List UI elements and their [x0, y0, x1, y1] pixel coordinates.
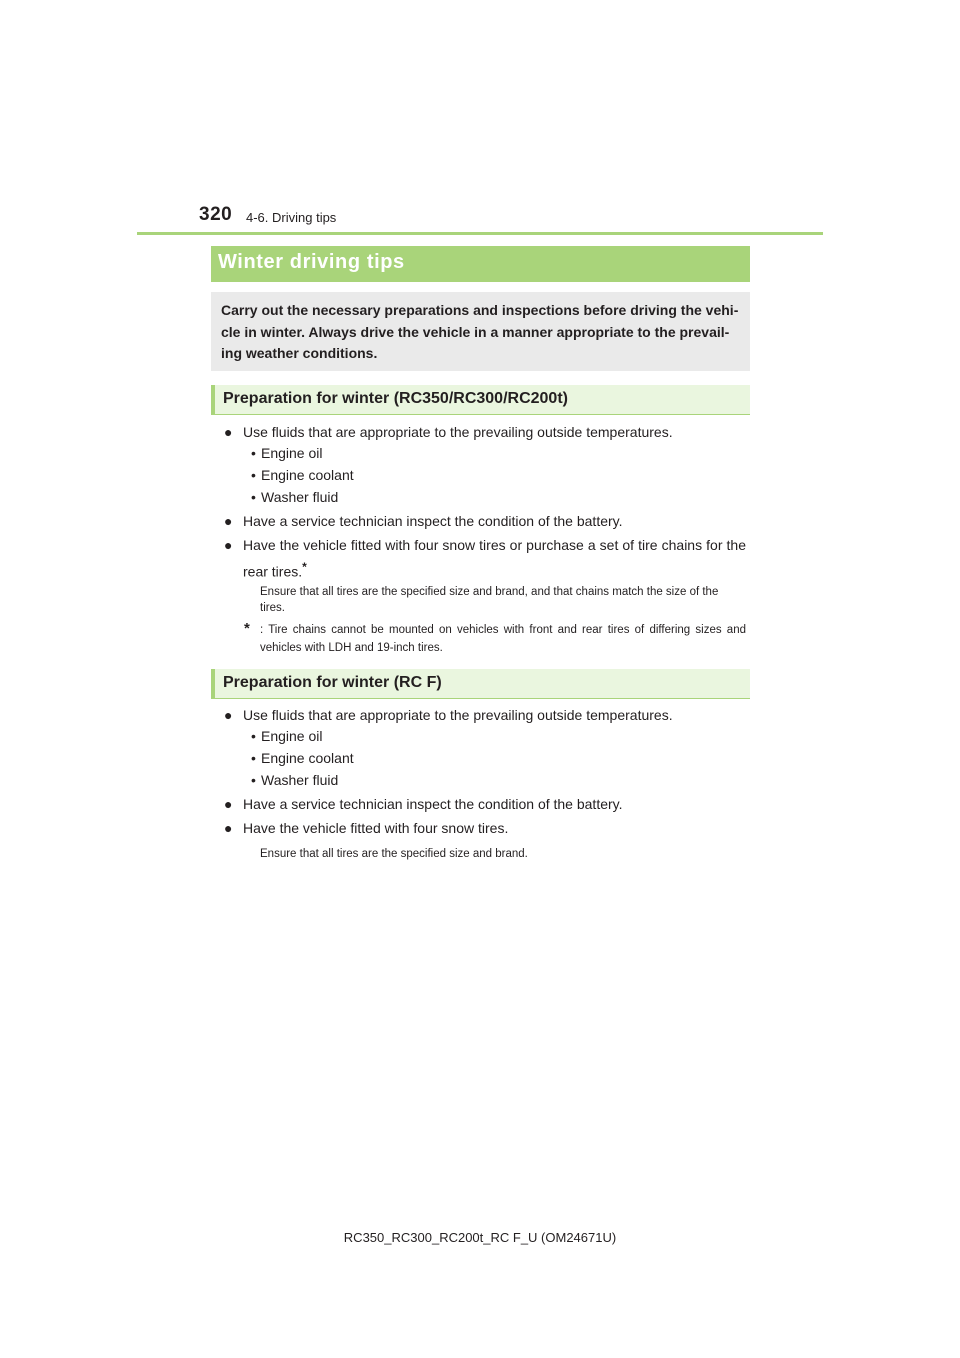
intro-text: Carry out the necessary preparations and inspections before driving the vehi-cle in winter. Always drive the vehicle in a manner appropriate to the prevail-ing weather conditions. [221, 302, 739, 361]
sub-bullet-icon: • [251, 489, 256, 505]
bullet-icon: ● [224, 796, 233, 812]
bullet-text: Use fluids that are appropriate to the prevailing outside temperatures. [243, 424, 673, 440]
sub-bullet-icon: • [251, 750, 256, 766]
sub-item-engine-coolant [251, 750, 354, 766]
note-tire-chains: Ensure that all tires are the specified size and brand, and that chains match the size of the tires. [260, 586, 719, 614]
title-bar [211, 246, 750, 282]
bullet-text: Have a service technician inspect the condition of the battery. [243, 796, 623, 812]
subheading-accent [211, 385, 215, 415]
sub-bullet-icon: • [251, 467, 256, 483]
bullet-icon: ● [224, 537, 233, 553]
bullet-tires-rcf [224, 818, 746, 840]
footnote-mark: * [302, 559, 307, 574]
bullet-text: Have a service technician inspect the condition of the battery. [243, 513, 623, 529]
bullet-icon: ● [224, 513, 233, 529]
bullet-text: Have the vehicle fitted with four snow tires. [243, 820, 509, 836]
bullet-text: Use fluids that are appropriate to the prevailing outside temperatures. [243, 707, 673, 723]
bullet-battery-rcf [224, 794, 746, 816]
footnote [244, 620, 746, 657]
bullet-fluids [224, 422, 746, 444]
footnote-star: * [244, 620, 250, 637]
bullet-fluids-rcf [224, 705, 746, 727]
bullet-battery [224, 511, 746, 533]
subheading-accent [211, 669, 215, 699]
sub-item-text: Engine oil [261, 728, 323, 744]
bullet-text: Have the vehicle fitted with four snow tires or purchase a set of tire chains for the rear tires. [243, 537, 746, 580]
note-snow-tires: Ensure that all tires are the specified size and brand. [260, 848, 528, 860]
subheading-bar-rc350 [211, 385, 750, 415]
bullet-icon: ● [224, 424, 233, 440]
footer-model-code: RC350_RC300_RC200t_RC F_U (OM24671U) [343, 1230, 617, 1245]
sub-item-engine-oil [251, 445, 323, 461]
subheading-bar-rcf [211, 669, 750, 699]
intro-box [211, 292, 750, 371]
sub-bullet-icon: • [251, 772, 256, 788]
sub-item-engine-oil [251, 728, 323, 744]
sub-item-washer-fluid [251, 772, 338, 788]
bullet-icon: ● [224, 707, 233, 723]
sub-bullet-icon: • [251, 728, 256, 744]
sub-item-engine-coolant [251, 467, 354, 483]
section-label: 4-6. Driving tips [246, 210, 337, 225]
sub-item-washer-fluid [251, 489, 338, 505]
sub-item-text: Washer fluid [261, 772, 339, 788]
footnote-text: : Tire chains cannot be mounted on vehicles with front and rear tires of differing sizes and vehicles with LDH and 19-inch tires. [260, 624, 746, 654]
page-number: 320 [199, 204, 233, 225]
sub-item-text: Engine coolant [261, 750, 354, 766]
bullet-text-wrap [243, 535, 746, 583]
sub-item-text: Engine oil [261, 445, 323, 461]
subheading-rcf: Preparation for winter (RC F) [223, 674, 442, 691]
sub-bullet-icon: • [251, 445, 256, 461]
subheading-rc350: Preparation for winter (RC350/RC300/RC200t) [223, 390, 568, 407]
sub-item-text: Engine coolant [261, 467, 354, 483]
bullet-tires [224, 535, 746, 583]
header-rule [137, 232, 823, 235]
sub-item-text: Washer fluid [261, 489, 339, 505]
page-title: Winter driving tips [218, 251, 405, 273]
bullet-icon: ● [224, 820, 233, 836]
